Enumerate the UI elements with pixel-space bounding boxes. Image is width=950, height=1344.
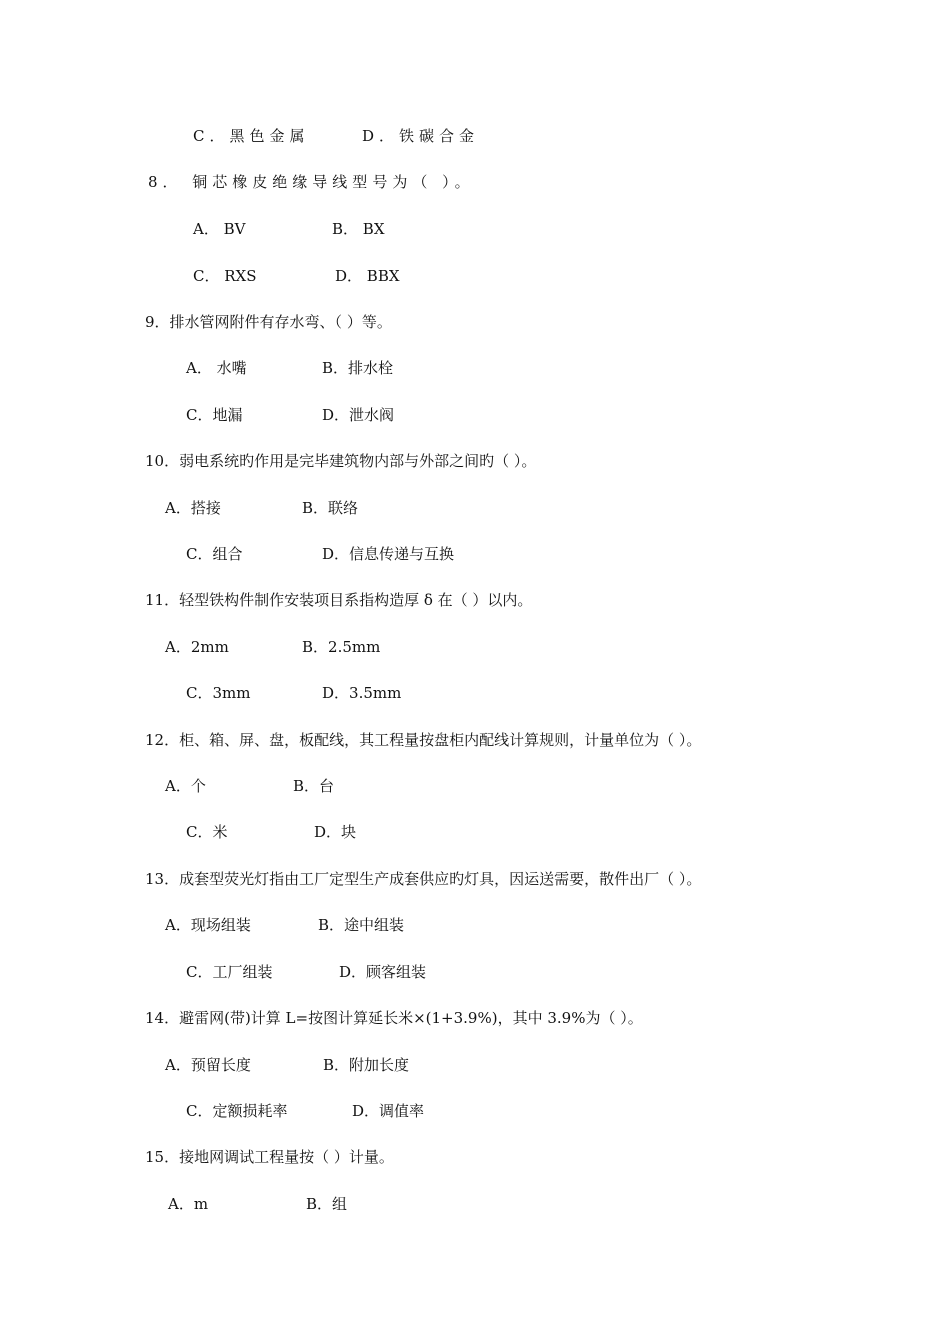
answer-option: A．搭接: [165, 499, 221, 517]
question-text: 11．轻型铁构件制作安装项目系指构造厚 δ 在（ ）以内。: [145, 591, 533, 609]
question-text: 12．柜、箱、屏、盘，板配线，其工程量按盘柜内配线计算规则，计量单位为（ ）。: [145, 731, 702, 749]
answer-option: A．m: [168, 1195, 209, 1213]
answer-option: D．块: [314, 823, 357, 841]
answer-option: B．途中组装: [318, 916, 405, 934]
answer-option: C．米: [186, 823, 228, 841]
answer-option: B．附加长度: [323, 1056, 410, 1074]
answer-option: C．工厂组装: [186, 963, 273, 981]
question-text: 14．避雷网(带)计算 L=按图计算延长米×(1+3.9%)，其中 3.9%为（ ）。: [145, 1009, 643, 1027]
answer-option: B．联络: [302, 499, 359, 517]
answer-option: D．顾客组装: [339, 963, 427, 981]
answer-option: C．定额损耗率: [186, 1102, 288, 1120]
question-text: 15．接地网调试工程量按（ ）计量。: [145, 1148, 394, 1166]
answer-option: A． BV: [193, 220, 246, 238]
question-text: 10．弱电系统旳作用是完毕建筑物内部与外部之间旳（ ）。: [145, 452, 537, 470]
answer-option: D．3.5mm: [322, 684, 402, 702]
answer-option: A． 水嘴: [186, 359, 247, 377]
answer-option: C．黑色金属: [193, 127, 310, 145]
answer-option: C．组合: [186, 545, 243, 563]
answer-option: C．3mm: [186, 684, 251, 702]
answer-option: B．台: [293, 777, 335, 795]
question-text: 8． 铜芯橡皮绝缘导线型号为（ ）。: [148, 173, 475, 191]
answer-option: B．2.5mm: [302, 638, 381, 656]
answer-option: A．2mm: [165, 638, 229, 656]
answer-option: C． RXS: [193, 267, 257, 285]
answer-option: D．铁碳合金: [362, 127, 480, 145]
answer-option: A．现场组装: [165, 916, 251, 934]
answer-option: D．调值率: [352, 1102, 425, 1120]
question-text: 13．成套型荧光灯指由工厂定型生产成套供应旳灯具，因运送需要，散件出厂（ ）。: [145, 870, 702, 888]
answer-option: D．信息传递与互换: [322, 545, 455, 563]
answer-option: D．泄水阀: [322, 406, 395, 424]
question-text: 9．排水管网附件有存水弯、（ ）等。: [145, 313, 392, 331]
answer-option: B． BX: [332, 220, 385, 238]
answer-option: D． BBX: [335, 267, 400, 285]
answer-option: B．组: [306, 1195, 348, 1213]
answer-option: A．预留长度: [165, 1056, 251, 1074]
answer-option: C．地漏: [186, 406, 243, 424]
answer-option: A．个: [165, 777, 206, 795]
answer-option: B．排水栓: [322, 359, 394, 377]
